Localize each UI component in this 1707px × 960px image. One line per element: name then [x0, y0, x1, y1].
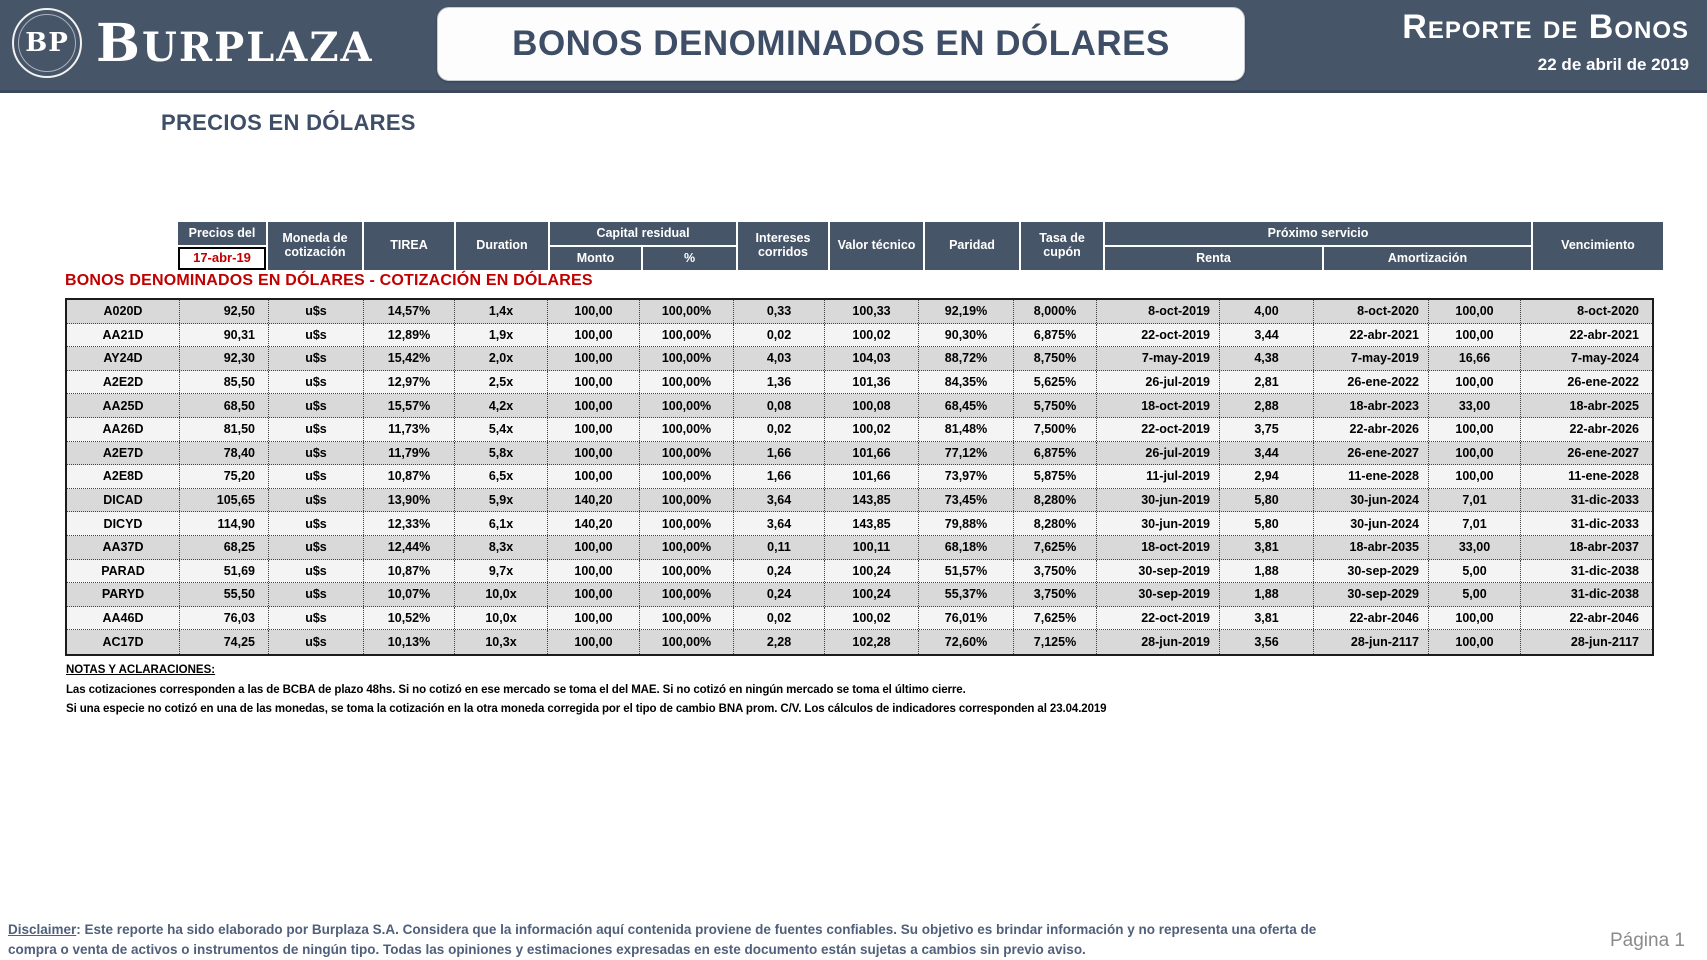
cell-currency: u$s [269, 489, 364, 512]
cell-tirea: 10,52% [364, 607, 455, 630]
cell-paridad: 51,57% [919, 560, 1014, 583]
cell-valor-tecnico: 100,08 [825, 394, 919, 417]
table-row [67, 347, 1652, 371]
cell-tirea: 10,87% [364, 465, 455, 488]
disclaimer-text: : Este reporte ha sido elaborado por Burplaza S.A. Considera que la información aquí contenida proviene de fuentes confiables. Su objetivo es brindar información y no representa una oferta de compra o venta de activos o instrumentos de ningún tipo. Todas las opiniones y estimaciones expresadas en este documento están sujetas a cambios sin previo aviso. [8, 922, 1317, 957]
cell-paridad: 77,12% [919, 442, 1014, 465]
cell-capital-monto: 140,20 [548, 489, 640, 512]
cell-capital-monto: 100,00 [548, 536, 640, 559]
cell-renta-valor: 2,88 [1220, 394, 1314, 417]
cell-tirea: 10,13% [364, 630, 455, 654]
cell-vencimiento: 26-ene-2022 [1567, 375, 1639, 390]
disclaimer-label: Disclaimer [8, 922, 77, 937]
cell-intereses-corridos: 0,11 [734, 536, 825, 559]
logo-wordmark-initial: B [96, 12, 142, 74]
top-banner [0, 0, 1707, 93]
cell-price: 92,50 [180, 300, 269, 323]
cell-renta-valor: 3,44 [1220, 324, 1314, 347]
header-precios-fecha: 17-abr-19 [178, 247, 266, 270]
header-renta: Renta [1105, 247, 1322, 270]
cell-amortizacion-valor: 100,00 [1429, 371, 1521, 394]
cell-valor-tecnico: 102,28 [825, 630, 919, 654]
cell-capital-pct: 100,00% [640, 371, 734, 394]
report-title-box [437, 7, 1245, 81]
header-moneda-cotizacion: Moneda de cotización [268, 222, 362, 270]
header-valor-tecnico: Valor técnico [830, 222, 923, 270]
cell-capital-monto: 100,00 [548, 347, 640, 370]
cell-amortizacion-valor: 100,00 [1429, 630, 1521, 654]
table-row [67, 536, 1652, 560]
cell-capital-pct: 100,00% [640, 560, 734, 583]
cell-renta-valor: 5,80 [1220, 512, 1314, 535]
cell-currency: u$s [269, 583, 364, 606]
cell-vencimiento: 31-dic-2038 [1570, 563, 1639, 578]
cell-intereses-corridos: 0,08 [734, 394, 825, 417]
table-row [67, 583, 1652, 607]
cell-intereses-corridos: 1,66 [734, 465, 825, 488]
cell-intereses-corridos: 0,02 [734, 324, 825, 347]
cell-renta-valor: 3,44 [1220, 442, 1314, 465]
cell-tasa-cupon: 8,000% [1014, 300, 1097, 323]
cell-bond-ticker: AA46D [67, 607, 180, 630]
cell-intereses-corridos: 2,28 [734, 630, 825, 654]
cell-renta-valor: 3,56 [1220, 630, 1314, 654]
table-row [67, 371, 1652, 395]
cell-renta-fecha: 18-oct-2019 [1097, 394, 1220, 417]
table-subtitle: BONOS DENOMINADOS EN DÓLARES - COTIZACIÓN EN DÓLARES [65, 272, 593, 289]
cell-valor-tecnico: 100,02 [825, 418, 919, 441]
cell-capital-pct: 100,00% [640, 324, 734, 347]
cell-valor-tecnico: 100,24 [825, 560, 919, 583]
header-precios-del: Precios del [178, 222, 266, 245]
cell-capital-pct: 100,00% [640, 630, 734, 654]
cell-renta-valor: 3,81 [1220, 536, 1314, 559]
cell-amortizacion-valor: 33,00 [1429, 536, 1521, 559]
cell-capital-pct: 100,00% [640, 489, 734, 512]
table-row [67, 489, 1652, 513]
cell-amortizacion-valor: 16,66 [1429, 347, 1521, 370]
cell-amortizacion-fecha: 28-jun-2117 [1314, 630, 1429, 654]
cell-tirea: 15,57% [364, 394, 455, 417]
cell-bond-ticker: PARYD [67, 583, 180, 606]
cell-valor-tecnico: 100,33 [825, 300, 919, 323]
cell-capital-pct: 100,00% [640, 607, 734, 630]
cell-valor-tecnico: 100,02 [825, 324, 919, 347]
cell-renta-valor: 3,81 [1220, 607, 1314, 630]
cell-amortizacion-fecha: 22-abr-2021 [1314, 324, 1429, 347]
cell-duration: 1,9x [455, 324, 548, 347]
cell-duration: 5,9x [455, 489, 548, 512]
cell-valor-tecnico: 143,85 [825, 512, 919, 535]
cell-bond-ticker: AC17D [67, 630, 180, 654]
cell-tirea: 10,87% [364, 560, 455, 583]
cell-price: 85,50 [180, 371, 269, 394]
cell-duration: 5,4x [455, 418, 548, 441]
table-row [67, 560, 1652, 584]
cell-currency: u$s [269, 560, 364, 583]
cell-tirea: 15,42% [364, 347, 455, 370]
cell-tasa-cupon: 5,750% [1014, 394, 1097, 417]
cell-vencimiento: 31-dic-2038 [1570, 587, 1639, 602]
cell-tasa-cupon: 6,875% [1014, 442, 1097, 465]
cell-renta-fecha: 30-sep-2019 [1097, 583, 1220, 606]
cell-duration: 8,3x [455, 536, 548, 559]
cell-amortizacion-fecha: 30-jun-2024 [1314, 512, 1429, 535]
cell-currency: u$s [269, 630, 364, 654]
cell-amortizacion-valor: 100,00 [1429, 465, 1521, 488]
cell-amortizacion-valor: 100,00 [1429, 300, 1521, 323]
cell-capital-pct: 100,00% [640, 536, 734, 559]
cell-paridad: 92,19% [919, 300, 1014, 323]
notes-line-1: Las cotizaciones corresponden a las de BCBA de plazo 48hs. Si no cotizó en ese mercado se toma el del MAE. Si no cotizó en ningún mercado se toma el último cierre. [66, 684, 966, 696]
cell-intereses-corridos: 1,66 [734, 442, 825, 465]
cell-renta-valor: 1,88 [1220, 583, 1314, 606]
cell-capital-pct: 100,00% [640, 418, 734, 441]
cell-renta-valor: 2,94 [1220, 465, 1314, 488]
table-row [67, 465, 1652, 489]
cell-capital-monto: 100,00 [548, 607, 640, 630]
cell-tirea: 13,90% [364, 489, 455, 512]
cell-amortizacion-fecha: 30-sep-2029 [1314, 583, 1429, 606]
cell-bond-ticker: AA21D [67, 324, 180, 347]
cell-renta-fecha: 30-jun-2019 [1097, 489, 1220, 512]
report-name: Reporte de Bonos [1402, 8, 1689, 46]
cell-tasa-cupon: 7,500% [1014, 418, 1097, 441]
cell-renta-fecha: 26-jul-2019 [1097, 442, 1220, 465]
cell-amortizacion-fecha: 22-abr-2046 [1314, 607, 1429, 630]
cell-duration: 1,4x [455, 300, 548, 323]
cell-vencimiento: 18-abr-2025 [1569, 398, 1639, 413]
cell-valor-tecnico: 100,11 [825, 536, 919, 559]
cell-amortizacion-fecha: 7-may-2019 [1314, 347, 1429, 370]
cell-paridad: 68,45% [919, 394, 1014, 417]
cell-capital-pct: 100,00% [640, 583, 734, 606]
logo-wordmark-rest: URPLAZA [141, 23, 374, 71]
cell-tirea: 11,79% [364, 442, 455, 465]
cell-tasa-cupon: 3,750% [1014, 560, 1097, 583]
notes-section [66, 664, 1106, 722]
cell-duration: 6,1x [455, 512, 548, 535]
cell-amortizacion-valor: 100,00 [1429, 418, 1521, 441]
cell-amortizacion-fecha: 18-abr-2023 [1314, 394, 1429, 417]
cell-duration: 2,0x [455, 347, 548, 370]
header-paridad: Paridad [925, 222, 1019, 270]
cell-amortizacion-valor: 100,00 [1429, 442, 1521, 465]
table-row [67, 607, 1652, 631]
cell-vencimiento: 22-abr-2021 [1569, 327, 1639, 342]
cell-duration: 10,0x [455, 583, 548, 606]
cell-currency: u$s [269, 324, 364, 347]
notes-title: NOTAS Y ACLARACIONES: [66, 664, 216, 676]
cell-vencimiento: 26-ene-2027 [1567, 445, 1639, 460]
cell-renta-valor: 4,38 [1220, 347, 1314, 370]
cell-tirea: 14,57% [364, 300, 455, 323]
cell-currency: u$s [269, 442, 364, 465]
header-tirea: TIREA [364, 222, 454, 270]
cell-intereses-corridos: 0,24 [734, 560, 825, 583]
cell-capital-pct: 100,00% [640, 442, 734, 465]
cell-duration: 2,5x [455, 371, 548, 394]
disclaimer [8, 920, 1338, 959]
table-row [67, 300, 1652, 324]
cell-capital-monto: 100,00 [548, 418, 640, 441]
cell-capital-monto: 100,00 [548, 371, 640, 394]
cell-duration: 10,0x [455, 607, 548, 630]
cell-capital-monto: 100,00 [548, 442, 640, 465]
cell-tasa-cupon: 5,875% [1014, 465, 1097, 488]
cell-tasa-cupon: 8,280% [1014, 512, 1097, 535]
cell-amortizacion-valor: 7,01 [1429, 512, 1521, 535]
cell-renta-fecha: 28-jun-2019 [1097, 630, 1220, 654]
cell-amortizacion-valor: 100,00 [1429, 607, 1521, 630]
header-tasa-cupon: Tasa de cupón [1021, 222, 1103, 270]
bond-table-body [65, 298, 1654, 656]
cell-valor-tecnico: 100,02 [825, 607, 919, 630]
cell-capital-pct: 100,00% [640, 347, 734, 370]
cell-amortizacion-fecha: 11-ene-2028 [1314, 465, 1429, 488]
header-amortizacion: Amortización [1324, 247, 1531, 270]
cell-renta-fecha: 22-oct-2019 [1097, 418, 1220, 441]
cell-bond-ticker: DICYD [67, 512, 180, 535]
cell-tasa-cupon: 8,280% [1014, 489, 1097, 512]
cell-capital-pct: 100,00% [640, 512, 734, 535]
cell-currency: u$s [269, 300, 364, 323]
cell-tasa-cupon: 7,125% [1014, 630, 1097, 654]
cell-renta-valor: 1,88 [1220, 560, 1314, 583]
cell-renta-fecha: 18-oct-2019 [1097, 536, 1220, 559]
cell-vencimiento: 31-dic-2033 [1570, 516, 1639, 531]
burplaza-logo [12, 8, 374, 78]
cell-amortizacion-valor: 5,00 [1429, 583, 1521, 606]
cell-capital-monto: 100,00 [548, 300, 640, 323]
cell-tirea: 12,44% [364, 536, 455, 559]
cell-bond-ticker: DICAD [67, 489, 180, 512]
table-row [67, 324, 1652, 348]
cell-amortizacion-fecha: 22-abr-2026 [1314, 418, 1429, 441]
cell-tirea: 10,07% [364, 583, 455, 606]
cell-intereses-corridos: 0,33 [734, 300, 825, 323]
cell-vencimiento: 31-dic-2033 [1570, 493, 1639, 508]
notes-line-2: Si una especie no cotizó en una de las monedas, se toma la cotización en la otra moneda corregida por el tipo de cambio BNA prom. C/V. Los cálculos de indicadores corresponden al 23.04.2019 [66, 703, 1107, 715]
cell-price: 92,30 [180, 347, 269, 370]
cell-vencimiento: 18-abr-2037 [1569, 540, 1639, 555]
cell-currency: u$s [269, 512, 364, 535]
cell-currency: u$s [269, 394, 364, 417]
table-row [67, 630, 1652, 654]
cell-paridad: 88,72% [919, 347, 1014, 370]
cell-price: 68,50 [180, 394, 269, 417]
cell-capital-monto: 140,20 [548, 512, 640, 535]
cell-bond-ticker: A2E7D [67, 442, 180, 465]
cell-price: 105,65 [180, 489, 269, 512]
cell-valor-tecnico: 101,36 [825, 371, 919, 394]
cell-vencimiento: 28-jun-2117 [1570, 635, 1639, 650]
cell-amortizacion-fecha: 26-ene-2022 [1314, 371, 1429, 394]
cell-tasa-cupon: 6,875% [1014, 324, 1097, 347]
report-title: BONOS DENOMINADOS EN DÓLARES [512, 24, 1170, 63]
report-date: 22 de abril de 2019 [1537, 55, 1689, 74]
cell-renta-fecha: 22-oct-2019 [1097, 324, 1220, 347]
cell-renta-fecha: 11-jul-2019 [1097, 465, 1220, 488]
cell-valor-tecnico: 101,66 [825, 465, 919, 488]
cell-tasa-cupon: 5,625% [1014, 371, 1097, 394]
cell-paridad: 84,35% [919, 371, 1014, 394]
cell-renta-fecha: 22-oct-2019 [1097, 607, 1220, 630]
cell-tirea: 11,73% [364, 418, 455, 441]
header-duration: Duration [456, 222, 548, 270]
cell-renta-fecha: 30-sep-2019 [1097, 560, 1220, 583]
cell-capital-monto: 100,00 [548, 324, 640, 347]
cell-paridad: 73,45% [919, 489, 1014, 512]
cell-tasa-cupon: 7,625% [1014, 607, 1097, 630]
cell-amortizacion-fecha: 18-abr-2035 [1314, 536, 1429, 559]
cell-tirea: 12,97% [364, 371, 455, 394]
cell-valor-tecnico: 101,66 [825, 442, 919, 465]
cell-currency: u$s [269, 607, 364, 630]
bond-table-header [178, 222, 1652, 270]
cell-price: 76,03 [180, 607, 269, 630]
header-intereses-corridos: Intereses corridos [738, 222, 828, 270]
header-proximo-servicio: Próximo servicio [1105, 222, 1531, 245]
cell-paridad: 76,01% [919, 607, 1014, 630]
cell-valor-tecnico: 104,03 [825, 347, 919, 370]
cell-paridad: 73,97% [919, 465, 1014, 488]
bp-monogram-icon [12, 8, 82, 78]
cell-bond-ticker: A2E8D [67, 465, 180, 488]
cell-capital-monto: 100,00 [548, 583, 640, 606]
cell-duration: 5,8x [455, 442, 548, 465]
cell-tirea: 12,33% [364, 512, 455, 535]
cell-renta-fecha: 30-jun-2019 [1097, 512, 1220, 535]
cell-amortizacion-fecha: 30-jun-2024 [1314, 489, 1429, 512]
cell-renta-valor: 4,00 [1220, 300, 1314, 323]
bp-monogram-text: BP [25, 28, 69, 58]
header-monto: Monto [550, 247, 641, 270]
cell-capital-pct: 100,00% [640, 394, 734, 417]
cell-bond-ticker: A020D [67, 300, 180, 323]
cell-capital-monto: 100,00 [548, 560, 640, 583]
cell-price: 74,25 [180, 630, 269, 654]
cell-intereses-corridos: 1,36 [734, 371, 825, 394]
cell-tasa-cupon: 3,750% [1014, 583, 1097, 606]
cell-intereses-corridos: 3,64 [734, 512, 825, 535]
cell-vencimiento: 7-may-2024 [1570, 351, 1639, 366]
cell-intereses-corridos: 4,03 [734, 347, 825, 370]
cell-duration: 6,5x [455, 465, 548, 488]
cell-amortizacion-valor: 5,00 [1429, 560, 1521, 583]
cell-paridad: 72,60% [919, 630, 1014, 654]
cell-amortizacion-valor: 100,00 [1429, 324, 1521, 347]
cell-amortizacion-fecha: 8-oct-2020 [1314, 300, 1429, 323]
cell-duration: 9,7x [455, 560, 548, 583]
cell-vencimiento: 22-abr-2026 [1569, 422, 1639, 437]
cell-bond-ticker: A2E2D [67, 371, 180, 394]
cell-capital-monto: 100,00 [548, 630, 640, 654]
cell-amortizacion-fecha: 26-ene-2027 [1314, 442, 1429, 465]
cell-currency: u$s [269, 536, 364, 559]
cell-bond-ticker: AA25D [67, 394, 180, 417]
cell-price: 90,31 [180, 324, 269, 347]
cell-tasa-cupon: 8,750% [1014, 347, 1097, 370]
cell-vencimiento: 8-oct-2020 [1577, 304, 1639, 319]
cell-renta-fecha: 26-jul-2019 [1097, 371, 1220, 394]
cell-amortizacion-valor: 33,00 [1429, 394, 1521, 417]
cell-vencimiento: 22-abr-2046 [1569, 611, 1639, 626]
cell-price: 81,50 [180, 418, 269, 441]
cell-currency: u$s [269, 347, 364, 370]
cell-tasa-cupon: 7,625% [1014, 536, 1097, 559]
cell-bond-ticker: AY24D [67, 347, 180, 370]
cell-paridad: 79,88% [919, 512, 1014, 535]
cell-intereses-corridos: 3,64 [734, 489, 825, 512]
cell-price: 114,90 [180, 512, 269, 535]
header-porcentaje: % [643, 247, 736, 270]
cell-capital-pct: 100,00% [640, 300, 734, 323]
table-row [67, 512, 1652, 536]
table-row [67, 418, 1652, 442]
cell-price: 51,69 [180, 560, 269, 583]
cell-amortizacion-fecha: 30-sep-2029 [1314, 560, 1429, 583]
cell-intereses-corridos: 0,02 [734, 418, 825, 441]
table-row [67, 442, 1652, 466]
cell-currency: u$s [269, 465, 364, 488]
cell-price: 68,25 [180, 536, 269, 559]
cell-intereses-corridos: 0,02 [734, 607, 825, 630]
cell-price: 75,20 [180, 465, 269, 488]
cell-valor-tecnico: 100,24 [825, 583, 919, 606]
cell-currency: u$s [269, 371, 364, 394]
cell-bond-ticker: PARAD [67, 560, 180, 583]
cell-capital-monto: 100,00 [548, 465, 640, 488]
header-capital-residual: Capital residual [550, 222, 736, 245]
cell-bond-ticker: AA26D [67, 418, 180, 441]
page-number: Página 1 [1609, 930, 1685, 951]
cell-valor-tecnico: 143,85 [825, 489, 919, 512]
cell-paridad: 55,37% [919, 583, 1014, 606]
table-row [67, 394, 1652, 418]
cell-amortizacion-valor: 7,01 [1429, 489, 1521, 512]
section-title: PRECIOS EN DÓLARES [161, 110, 416, 135]
cell-renta-fecha: 7-may-2019 [1097, 347, 1220, 370]
cell-price: 78,40 [180, 442, 269, 465]
cell-capital-monto: 100,00 [548, 394, 640, 417]
cell-intereses-corridos: 0,24 [734, 583, 825, 606]
cell-renta-valor: 5,80 [1220, 489, 1314, 512]
cell-duration: 4,2x [455, 394, 548, 417]
cell-paridad: 81,48% [919, 418, 1014, 441]
cell-price: 55,50 [180, 583, 269, 606]
header-vencimiento: Vencimiento [1533, 222, 1663, 270]
cell-paridad: 90,30% [919, 324, 1014, 347]
logo-wordmark [96, 13, 374, 74]
cell-renta-valor: 3,75 [1220, 418, 1314, 441]
cell-paridad: 68,18% [919, 536, 1014, 559]
cell-vencimiento: 11-ene-2028 [1568, 469, 1639, 484]
cell-bond-ticker: AA37D [67, 536, 180, 559]
cell-renta-valor: 2,81 [1220, 371, 1314, 394]
cell-capital-pct: 100,00% [640, 465, 734, 488]
cell-duration: 10,3x [455, 630, 548, 654]
cell-renta-fecha: 8-oct-2019 [1097, 300, 1220, 323]
cell-currency: u$s [269, 418, 364, 441]
cell-tirea: 12,89% [364, 324, 455, 347]
